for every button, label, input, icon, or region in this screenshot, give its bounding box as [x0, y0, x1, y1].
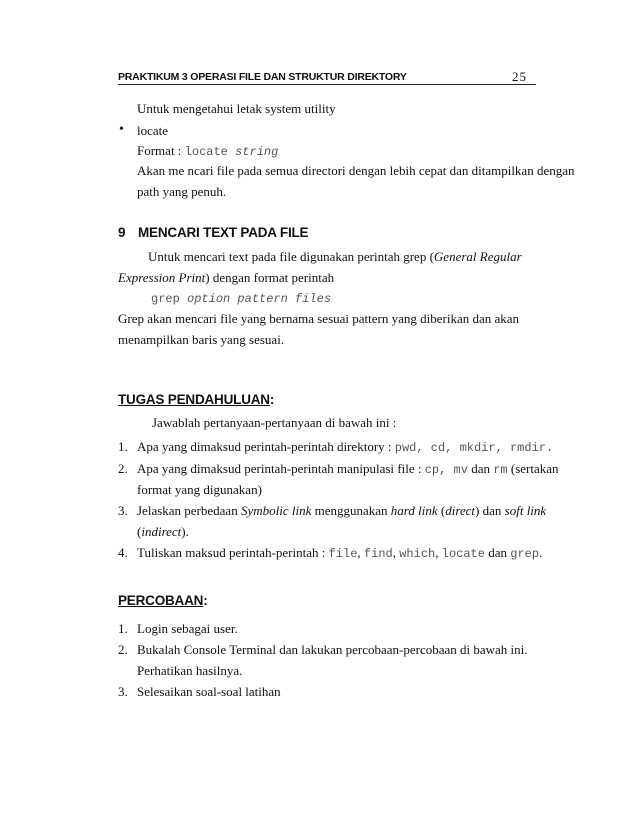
tugas-item-3-italic: indirect: [141, 524, 182, 539]
tugas-item-4-c4: locate: [441, 547, 485, 561]
header-rule: [118, 84, 536, 85]
locate-label: locate: [137, 123, 169, 138]
tugas-item-3-line2: [137, 524, 189, 540]
tugas-item-4-c5: grep: [510, 547, 540, 561]
format-prefix: Format :: [137, 143, 185, 158]
grep-args: option pattern files: [187, 292, 332, 306]
percobaan-item-3: Selesaikan soal-soal latihan: [137, 684, 281, 699]
tugas-item-1-num: 1.: [118, 439, 128, 454]
percobaan-item-3-num: 3.: [118, 684, 128, 699]
tugas-item-3-c: menggunakan: [311, 503, 391, 518]
percobaan-heading-row: [118, 593, 208, 608]
format-cmd: locate: [184, 145, 236, 159]
percobaan-item-2-line2: Perhatikan hasilnya.: [137, 663, 243, 678]
grep-command-line: [151, 290, 331, 307]
tugas-item-3-open: (: [137, 524, 142, 539]
section9-line-2: [118, 270, 334, 286]
desc-line-1: Akan me ncari file pada semua directori dengan lebih cepat dan ditampilkan dengan: [137, 163, 575, 178]
section-number: 9: [118, 225, 126, 240]
desc-line-2: path yang penuh.: [137, 184, 227, 199]
tugas-item-1-text: Apa yang dimaksud perintah-perintah direktory :: [137, 439, 395, 454]
percobaan-colon: :: [203, 593, 208, 608]
tugas-item-2-line2: format yang digunakan): [137, 482, 262, 497]
tugas-item-4-s5: .: [539, 545, 543, 560]
p2-italic: Expression Print: [118, 270, 206, 285]
p2-rest: ) dengan format perintah: [205, 270, 335, 285]
tugas-item-2-tail: (sertakan: [507, 461, 559, 476]
tugas-item-3-num: 3.: [118, 503, 128, 518]
p1-italic: General Regular: [433, 249, 522, 264]
tugas-item-4-text: Tuliskan maksud perintah-perintah :: [137, 545, 329, 560]
grep-cmd: grep: [151, 292, 188, 306]
tugas-item-4-s4: dan: [484, 545, 511, 560]
tugas-item-2: [137, 461, 559, 478]
tugas-item-3-b: Symbolic link: [240, 503, 312, 518]
tugas-item-2-code1: cp, mv: [424, 463, 468, 477]
section9-line-1: [148, 249, 522, 265]
percobaan-item-1: Login sebagai user.: [137, 621, 238, 636]
tugas-intro: Jawablah pertanyaan-pertanyaan di bawah ini :: [152, 415, 397, 430]
tugas-heading: TUGAS PENDAHULUAN: [118, 392, 270, 407]
tugas-item-3-a: Jelaskan perbedaan: [137, 503, 241, 518]
tugas-item-4-c1: file: [328, 547, 358, 561]
section-title: MENCARI TEXT PADA FILE: [138, 225, 309, 240]
tugas-item-3-close: ).: [181, 524, 189, 539]
tugas-colon: :: [269, 392, 275, 407]
p1-text: Untuk mencari text pada file digunakan perintah grep (: [148, 249, 434, 264]
tugas-item-4-s2: ,: [392, 545, 400, 560]
tugas-heading-row: [118, 392, 274, 407]
tugas-item-2-num: 2.: [118, 461, 128, 476]
tugas-item-4-s1: ,: [357, 545, 364, 560]
tugas-item-2-mid: dan: [467, 461, 494, 476]
tugas-item-1-code: pwd, cd, mkdir, rmdir.: [394, 441, 554, 455]
tugas-item-4-s3: ,: [435, 545, 442, 560]
tugas-item-3-f: direct: [445, 503, 476, 518]
tugas-item-3: [137, 503, 546, 519]
bullet-icon: •: [119, 122, 124, 137]
percobaan-item-2-num: 2.: [118, 642, 128, 657]
page-number: 25: [512, 69, 527, 84]
tugas-item-2-text: Apa yang dimaksud perintah-perintah manipulasi file :: [137, 461, 425, 476]
tugas-item-3-e: (: [437, 503, 446, 518]
utility-line: Untuk mengetahui letak system utility: [137, 101, 336, 116]
format-line: [137, 143, 278, 160]
section9-line-3: Grep akan mencari file yang bernama sesuai pattern yang diberikan dan akan: [118, 311, 520, 326]
tugas-item-4-c3: which: [399, 547, 436, 561]
tugas-item-1: [137, 439, 553, 456]
percobaan-item-1-num: 1.: [118, 621, 128, 636]
section9-line-4: menampilkan baris yang sesuai.: [118, 332, 285, 347]
tugas-item-4: [137, 545, 542, 562]
tugas-item-4-num: 4.: [118, 545, 128, 560]
tugas-item-3-g: ) dan: [475, 503, 505, 518]
format-arg: string: [235, 145, 279, 159]
percobaan-heading: PERCOBAAN: [118, 593, 204, 608]
percobaan-item-2: Bukalah Console Terminal dan lakukan percobaan-percobaan di bawah ini.: [137, 642, 528, 657]
tugas-item-3-h: soft link: [504, 503, 547, 518]
tugas-item-2-code2: rm: [493, 463, 508, 477]
tugas-item-3-d: hard link: [390, 503, 438, 518]
running-header: PRAKTIKUM 3 OPERASI FILE DAN STRUKTUR DIREKTORY: [118, 71, 407, 83]
tugas-item-4-c2: find: [363, 547, 393, 561]
